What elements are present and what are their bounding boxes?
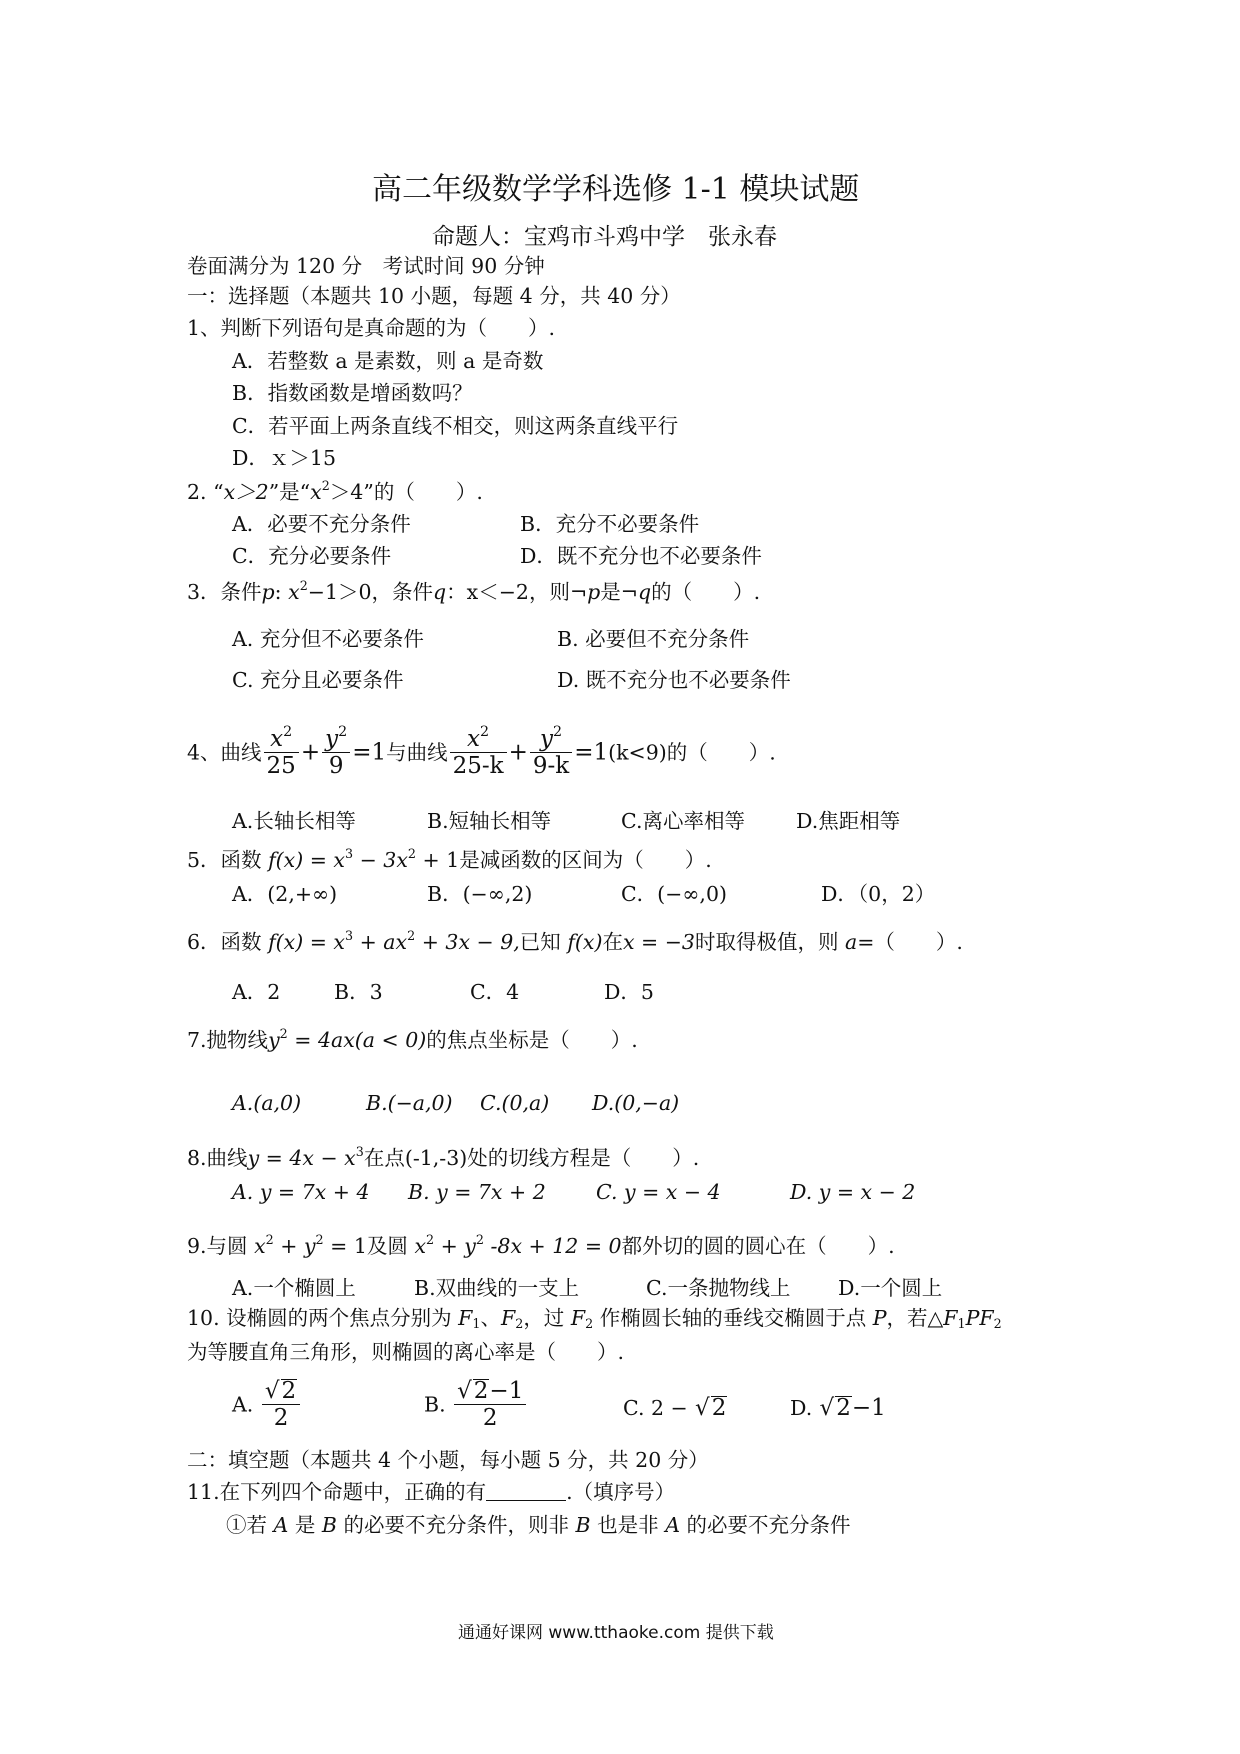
q11-item-1: ①若 A 是 B 的必要不充分条件，则非 B 也是非 A 的必要不充分条件 (226, 1513, 851, 1537)
q8-option-b: B. y = 7x + 2 (408, 1180, 546, 1204)
question-8: 8.曲线$y = 4x - x^3$在点(-1,-3)处的切线方程是（ ）. (187, 1144, 700, 1170)
q1-option-c: C．若平面上两条直线不相交，则这两条直线平行 (232, 414, 679, 438)
fraction: $\frac{√2}{2}$ (262, 1378, 300, 1431)
q2-option-a: A．必要不充分条件 (232, 512, 411, 536)
q5-option-d: D．（0，2） (821, 882, 936, 906)
fraction: $\frac{y^2}{9-k}$ (530, 726, 572, 779)
question-11: 11.在下列四个命题中，正确的有 .（填序号） (187, 1480, 676, 1504)
q7-option-a: A.(a,0) (232, 1091, 302, 1115)
q5-option-c: C．(−∞,0) (621, 882, 727, 906)
question-9: 9.与圆 $x^2 + y^2 = 1$及圆 $x^2 + y^2$ -8x + 12 = 0都外切的圆的圆心在（ ）. (187, 1232, 895, 1258)
question-2: 2. “x＞2”是“$x^2>4$”的（ ）. (187, 478, 483, 504)
q4-option-d: D.焦距相等 (796, 809, 901, 833)
question-6: 6．函数 $f(x) = x^3 + ax^2 + 3x - 9$,已知 f(x)在x = −3时取得极值，则 a=（ ）. (187, 928, 963, 954)
section-heading-fill-in: 二：填空题（本题共 4 个小题，每小题 5 分，共 20 分） (187, 1448, 709, 1472)
q9-option-a: A.一个椭圆上 (232, 1276, 356, 1300)
fraction: $\frac{√2-1}{2}$ (454, 1378, 526, 1431)
q4-option-b: B.短轴长相等 (427, 809, 552, 833)
q7-option-c: C.(0,a) (480, 1091, 550, 1115)
q5-option-b: B．(−∞,2) (427, 882, 533, 906)
q1-option-a: A．若整数 a 是素数，则 a 是奇数 (232, 349, 544, 373)
q6-option-d: D．5 (604, 980, 654, 1004)
page-title: 高二年级数学学科选修 1-1 模块试题 (372, 172, 860, 207)
q2-option-c: C．充分必要条件 (232, 544, 392, 568)
footer-source: 通通好课网 www.tthaoke.com 提供下载 (458, 1623, 774, 1643)
question-1: 1、判断下列语句是真命题的为（ ）. (187, 316, 556, 340)
q10-option-c: C. 2 − √2 (623, 1395, 727, 1421)
q5-option-a: A．(2,+∞) (232, 882, 338, 906)
q9-option-b: B.双曲线的一支上 (414, 1276, 580, 1300)
q1-option-d: D．ｘ＞15 (232, 446, 337, 470)
q7-option-b: B.(−a,0) (366, 1091, 453, 1115)
q7-option-d: D.(0,−a) (592, 1091, 680, 1115)
q3-option-d: D. 既不充分也不必要条件 (557, 668, 791, 692)
q1-option-b: B．指数函数是增函数吗？ (232, 381, 473, 405)
q8-option-a: A. y = 7x + 4 (232, 1180, 370, 1204)
fraction: $\frac{x^2}{25}$ (264, 726, 299, 779)
q4-option-c: C.离心率相等 (621, 809, 745, 833)
q6-option-c: C．4 (470, 980, 520, 1004)
q10-option-b: B. $\frac{√2-1}{2}$ (424, 1378, 528, 1431)
question-5: 5．函数 $f(x) = x^3 - 3x^2 + 1$是减函数的区间为（ ）. (187, 846, 712, 872)
q8-option-d: D. y = x − 2 (790, 1180, 916, 1204)
author-line: 命题人：宝鸡市斗鸡中学 张永春 (432, 224, 777, 250)
q6-option-b: B．3 (334, 980, 383, 1004)
fraction: $\frac{y^2}{9}$ (322, 726, 350, 779)
section-heading-choice: 一：选择题（本题共 10 小题，每题 4 分，共 40 分） (187, 284, 681, 308)
q3-option-a: A. 充分但不必要条件 (232, 627, 424, 651)
question-10-line-1: 10. 设椭圆的两个焦点分别为 $F_1$、$F_2$，过 $F_2$ 作椭圆长轴的垂线交椭圆于点 P，若$\triangle F_1PF_2$ (187, 1306, 1002, 1332)
q2-option-b: B．充分不必要条件 (520, 512, 700, 536)
question-10-line-2: 为等腰直角三角形，则椭圆的离心率是（ ）. (187, 1340, 625, 1364)
q9-option-c: C.一条抛物线上 (646, 1276, 791, 1300)
question-7: 7.抛物线$y^2 = 4ax(a < 0)$的焦点坐标是（ ）. (187, 1026, 638, 1052)
fraction: $\frac{x^2}{25-k}$ (450, 726, 507, 779)
q10-option-a: A. $\frac{√2}{2}$ (232, 1378, 302, 1431)
question-3: 3．条件p: $x^2-1>0$，条件q：x＜−2，则¬p是¬q的（ ）. (187, 578, 761, 604)
q8-option-c: C. y = x − 4 (596, 1180, 721, 1204)
q4-option-a: A.长轴长相等 (232, 809, 356, 833)
answer-blank[interactable] (486, 1482, 566, 1501)
q2-option-d: D．既不充分也不必要条件 (520, 544, 762, 568)
question-4: 4、曲线 $\frac{x^2}{25}$ + $\frac{y^2}{9}$ =1与曲线 $\frac{x^2}{25-k}$ + $\frac{y^2}{9-k}$ =1(k<9)的（ ）. (187, 724, 776, 779)
q6-option-a: A．2 (232, 980, 281, 1004)
q9-option-d: D.一个圆上 (838, 1276, 943, 1300)
exam-info: 卷面满分为 120 分 考试时间 90 分钟 (187, 254, 545, 278)
q3-option-b: B. 必要但不充分条件 (557, 627, 750, 651)
q3-option-c: C. 充分且必要条件 (232, 668, 404, 692)
q10-option-d: D. √2−1 (790, 1395, 886, 1421)
